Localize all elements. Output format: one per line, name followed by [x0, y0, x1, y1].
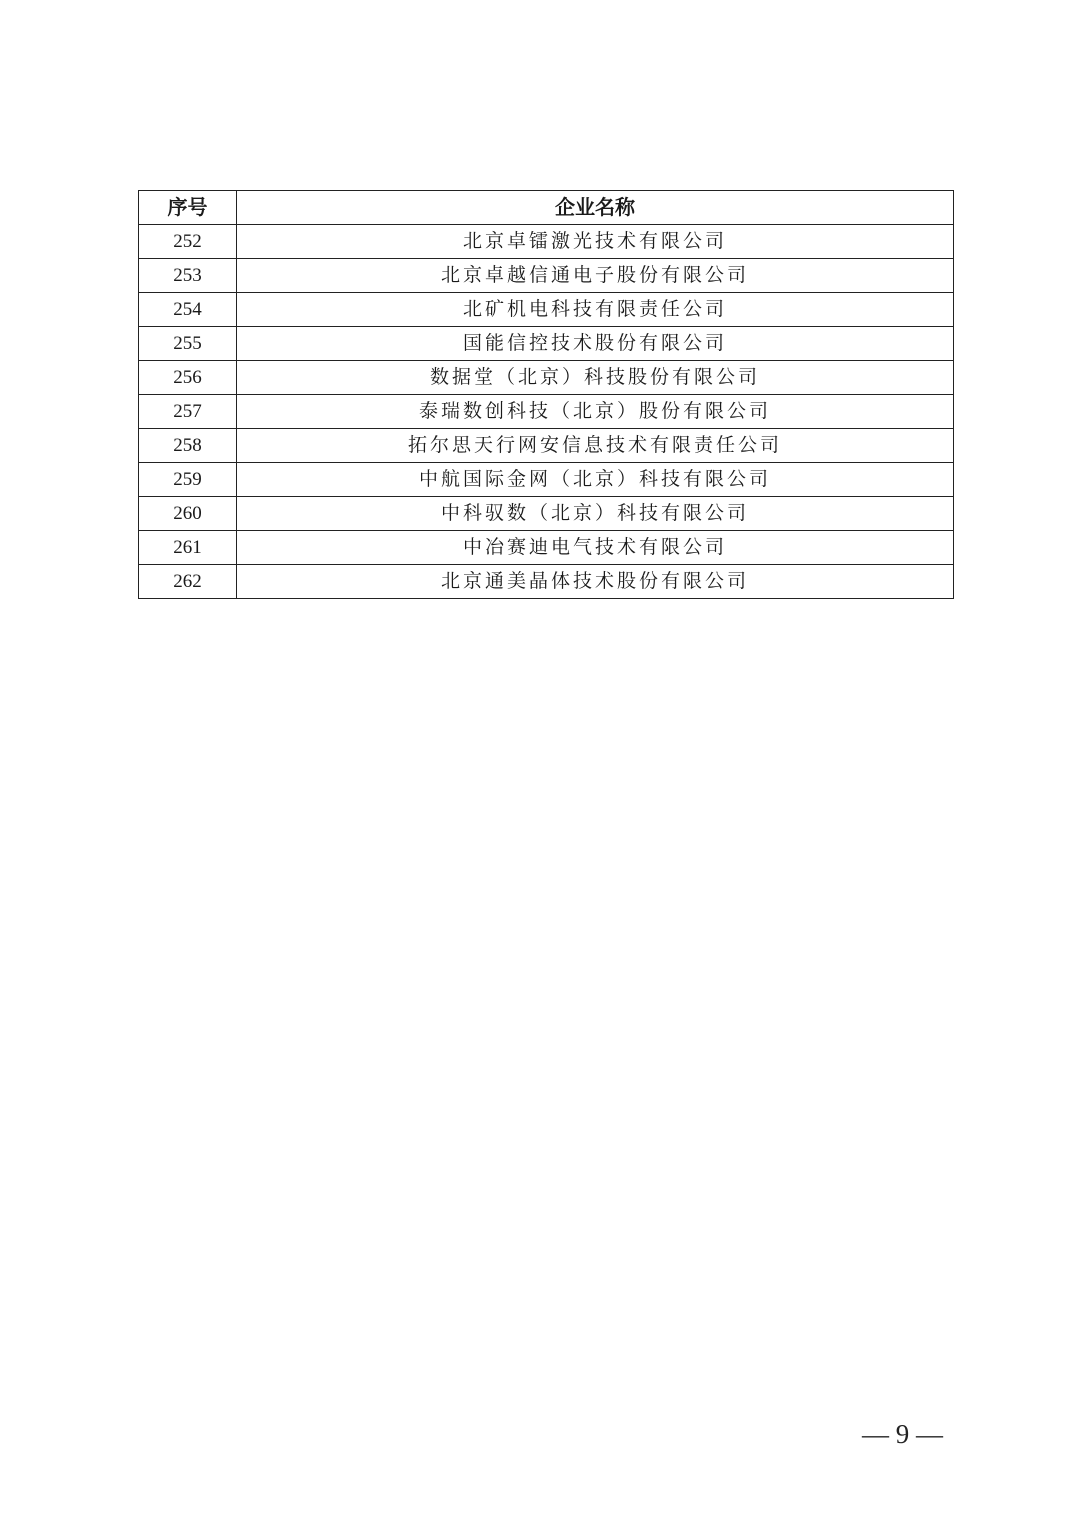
row-company-name: 拓尔思天行网安信息技术有限责任公司: [237, 429, 954, 463]
table-row: [139, 497, 954, 531]
row-company-name: 北京卓越信通电子股份有限公司: [237, 259, 954, 293]
table-row: [139, 225, 954, 259]
row-index: 256: [139, 361, 237, 395]
table-row: [139, 361, 954, 395]
row-index: 253: [139, 259, 237, 293]
row-index: 260: [139, 497, 237, 531]
row-company-name: 北京通美晶体技术股份有限公司: [237, 565, 954, 599]
table-row: [139, 463, 954, 497]
header-company-name: 企业名称: [237, 191, 954, 225]
row-index: 252: [139, 225, 237, 259]
row-company-name: 北矿机电科技有限责任公司: [237, 293, 954, 327]
row-company-name: 国能信控技术股份有限公司: [237, 327, 954, 361]
table-row: [139, 429, 954, 463]
table-row: [139, 327, 954, 361]
row-index: 255: [139, 327, 237, 361]
header-index: 序号: [139, 191, 237, 225]
row-index: 259: [139, 463, 237, 497]
row-company-name: 数据堂（北京）科技股份有限公司: [237, 361, 954, 395]
row-company-name: 中航国际金网（北京）科技有限公司: [237, 463, 954, 497]
row-company-name: 泰瑞数创科技（北京）股份有限公司: [237, 395, 954, 429]
page-number: — 9 —: [862, 1419, 943, 1449]
row-index: 261: [139, 531, 237, 565]
row-index: 254: [139, 293, 237, 327]
table-row: [139, 259, 954, 293]
table-row: [139, 395, 954, 429]
row-company-name: 北京卓镭激光技术有限公司: [237, 225, 954, 259]
table-row: [139, 531, 954, 565]
row-company-name: 中冶赛迪电气技术有限公司: [237, 531, 954, 565]
row-index: 258: [139, 429, 237, 463]
row-company-name: 中科驭数（北京）科技有限公司: [237, 497, 954, 531]
table-row: [139, 293, 954, 327]
row-index: 262: [139, 565, 237, 599]
row-index: 257: [139, 395, 237, 429]
table-header-row: [139, 191, 954, 225]
company-list-table: [138, 190, 954, 599]
table-row: [139, 565, 954, 599]
